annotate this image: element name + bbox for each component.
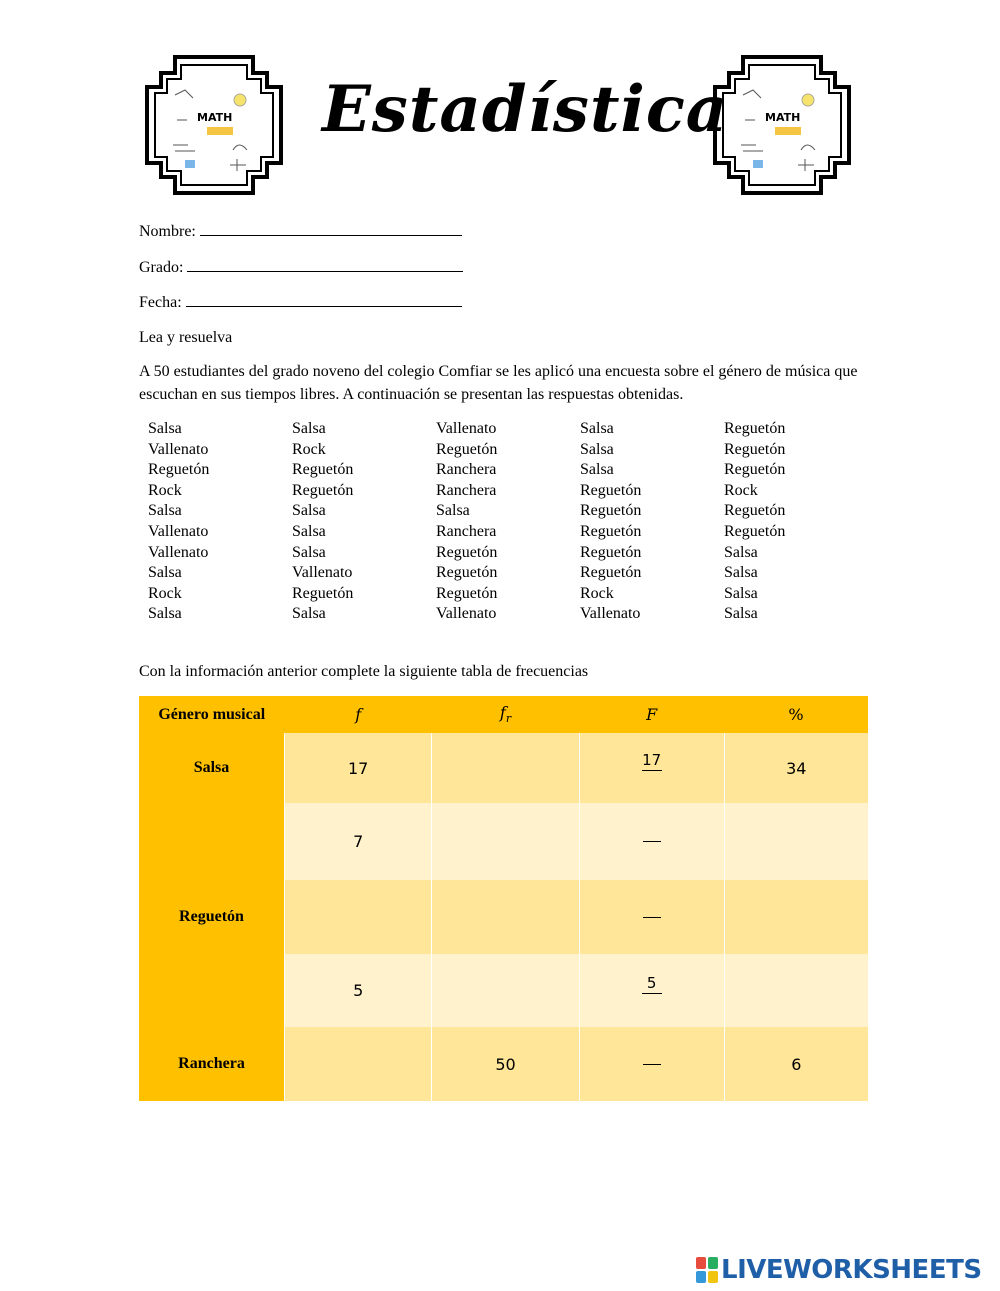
response-cell: Salsa <box>292 543 326 561</box>
table-row <box>139 1027 868 1101</box>
grade-field <box>139 257 463 278</box>
responses-row <box>148 501 868 522</box>
response-cell: Reguetón <box>724 502 786 520</box>
response-cell: Salsa <box>724 543 758 561</box>
responses-row <box>148 604 868 625</box>
response-cell: Salsa <box>724 605 758 623</box>
header-F: F <box>579 696 724 733</box>
percent-cell[interactable]: 6 <box>724 1027 868 1101</box>
f-cell[interactable]: 5 <box>285 954 432 1027</box>
response-cell: Reguetón <box>292 584 354 602</box>
frequency-table <box>139 696 868 1101</box>
math-logo-right <box>713 55 851 195</box>
header-genre: Género musical <box>139 696 285 733</box>
percent-cell[interactable] <box>724 803 868 880</box>
percent-cell[interactable] <box>724 954 868 1027</box>
response-cell: Reguetón <box>724 522 786 540</box>
response-cell: Salsa <box>148 564 182 582</box>
genre-cell: Reguetón <box>139 880 285 954</box>
liveworksheets-brand[interactable] <box>696 1255 982 1285</box>
genre-cell[interactable] <box>139 803 285 880</box>
genre-cell[interactable] <box>139 954 285 1027</box>
response-cell: Vallenato <box>580 605 641 623</box>
fr-cell[interactable] <box>432 733 579 803</box>
f-cell[interactable] <box>285 880 432 954</box>
response-cell: Reguetón <box>724 420 786 437</box>
percent-cell[interactable] <box>724 880 868 954</box>
response-cell: Reguetón <box>580 522 642 540</box>
response-cell: Salsa <box>292 522 326 540</box>
response-cell: Vallenato <box>148 543 209 561</box>
brand-text: LIVEWORKSHEETS <box>721 1255 982 1285</box>
page-title: Estadística <box>322 72 729 147</box>
response-cell: Reguetón <box>580 481 642 499</box>
response-cell: Reguetón <box>724 440 786 458</box>
fraction-bar[interactable] <box>643 1064 661 1065</box>
fr-cell[interactable] <box>432 954 579 1027</box>
response-cell: Ranchera <box>436 522 497 540</box>
grade-input-line[interactable] <box>187 257 463 272</box>
fr-cell[interactable] <box>432 803 579 880</box>
response-cell: Rock <box>292 440 326 458</box>
genre-cell: Salsa <box>139 733 285 803</box>
response-cell: Rock <box>148 481 182 499</box>
responses-row <box>148 563 868 584</box>
response-cell: Rock <box>724 481 758 499</box>
response-cell: Ranchera <box>436 461 497 479</box>
f-cell[interactable] <box>285 1027 432 1101</box>
fraction-bar[interactable] <box>643 917 661 918</box>
header-f: f <box>285 696 432 733</box>
date-label: Fecha: <box>139 294 182 311</box>
response-cell: Reguetón <box>580 502 642 520</box>
response-cell: Reguetón <box>292 481 354 499</box>
response-cell: Salsa <box>148 605 182 623</box>
responses-row <box>148 460 868 481</box>
response-cell: Salsa <box>148 502 182 520</box>
table-row <box>139 803 868 880</box>
F-numerator: 17 <box>642 751 662 769</box>
name-field <box>139 221 462 242</box>
response-cell: Reguetón <box>436 584 498 602</box>
table-row <box>139 733 868 803</box>
fraction-bar[interactable] <box>642 993 662 1008</box>
response-cell: Vallenato <box>148 440 209 458</box>
response-cell: Vallenato <box>148 522 209 540</box>
response-cell: Ranchera <box>436 481 497 499</box>
responses-row <box>148 481 868 502</box>
F-numerator: 5 <box>646 973 657 992</box>
svg-text:MATH: MATH <box>197 111 233 124</box>
response-cell: Salsa <box>436 502 470 520</box>
response-cell: Reguetón <box>436 440 498 458</box>
table-header-row <box>139 696 868 733</box>
responses-row <box>148 440 868 461</box>
responses-row <box>148 584 868 605</box>
table-row <box>139 954 868 1027</box>
name-input-line[interactable] <box>200 221 462 236</box>
math-logo-left <box>145 55 283 195</box>
response-cell: Salsa <box>580 440 614 458</box>
response-cell: Salsa <box>724 564 758 582</box>
date-field <box>139 292 462 313</box>
responses-grid <box>148 419 868 625</box>
F-cell[interactable] <box>579 803 724 880</box>
F-cell[interactable] <box>579 954 724 1027</box>
response-cell: Vallenato <box>436 420 497 437</box>
response-cell: Vallenato <box>292 564 353 582</box>
response-cell: Vallenato <box>436 605 497 623</box>
table-row <box>139 880 868 954</box>
liveworksheets-logo-icon <box>696 1257 718 1283</box>
response-cell: Reguetón <box>292 461 354 479</box>
fraction-bar[interactable] <box>642 770 662 785</box>
responses-row <box>148 419 868 440</box>
response-cell: Reguetón <box>436 564 498 582</box>
F-fraction <box>642 751 662 785</box>
survey-description: A 50 estudiantes del grado noveno del colegio Comfiar se les aplicó una encuesta sobre el género de música que escuchan en sus tiempos libres. A continuación se presentan las respuestas obtenidas. <box>139 363 858 403</box>
response-cell: Salsa <box>724 584 758 602</box>
fraction-bar[interactable] <box>643 841 661 842</box>
F-cell[interactable] <box>579 880 724 954</box>
instructions-heading: Lea y resuelva <box>139 329 233 346</box>
response-cell: Reguetón <box>580 543 642 561</box>
response-cell: Salsa <box>292 605 326 623</box>
response-cell: Reguetón <box>148 461 210 479</box>
header-percent: % <box>724 696 868 733</box>
date-input-line[interactable] <box>186 292 462 307</box>
fr-cell[interactable]: 50 <box>432 1027 579 1101</box>
f-cell[interactable]: 17 <box>285 733 432 803</box>
percent-cell[interactable]: 34 <box>724 733 868 803</box>
table-prompt: Con la información anterior complete la siguiente tabla de frecuencias <box>139 663 589 680</box>
response-cell: Rock <box>580 584 614 602</box>
genre-cell: Ranchera <box>139 1027 285 1101</box>
header-fr: $f_r$ <box>432 696 579 733</box>
response-cell: Salsa <box>580 461 614 479</box>
F-cell[interactable] <box>579 733 724 803</box>
f-cell[interactable]: 7 <box>285 803 432 880</box>
response-cell: Salsa <box>148 420 182 437</box>
response-cell: Salsa <box>292 502 326 520</box>
F-cell[interactable] <box>579 1027 724 1101</box>
F-fraction <box>642 974 662 1008</box>
name-label: Nombre: <box>139 223 196 240</box>
fr-cell[interactable] <box>432 880 579 954</box>
response-cell: Reguetón <box>724 461 786 479</box>
response-cell: Reguetón <box>580 564 642 582</box>
response-cell: Rock <box>148 584 182 602</box>
responses-row <box>148 522 868 543</box>
responses-row <box>148 543 868 564</box>
svg-text:MATH: MATH <box>765 111 801 124</box>
response-cell: Salsa <box>292 420 326 437</box>
response-cell: Salsa <box>580 420 614 437</box>
response-cell: Reguetón <box>436 543 498 561</box>
grade-label: Grado: <box>139 259 184 276</box>
